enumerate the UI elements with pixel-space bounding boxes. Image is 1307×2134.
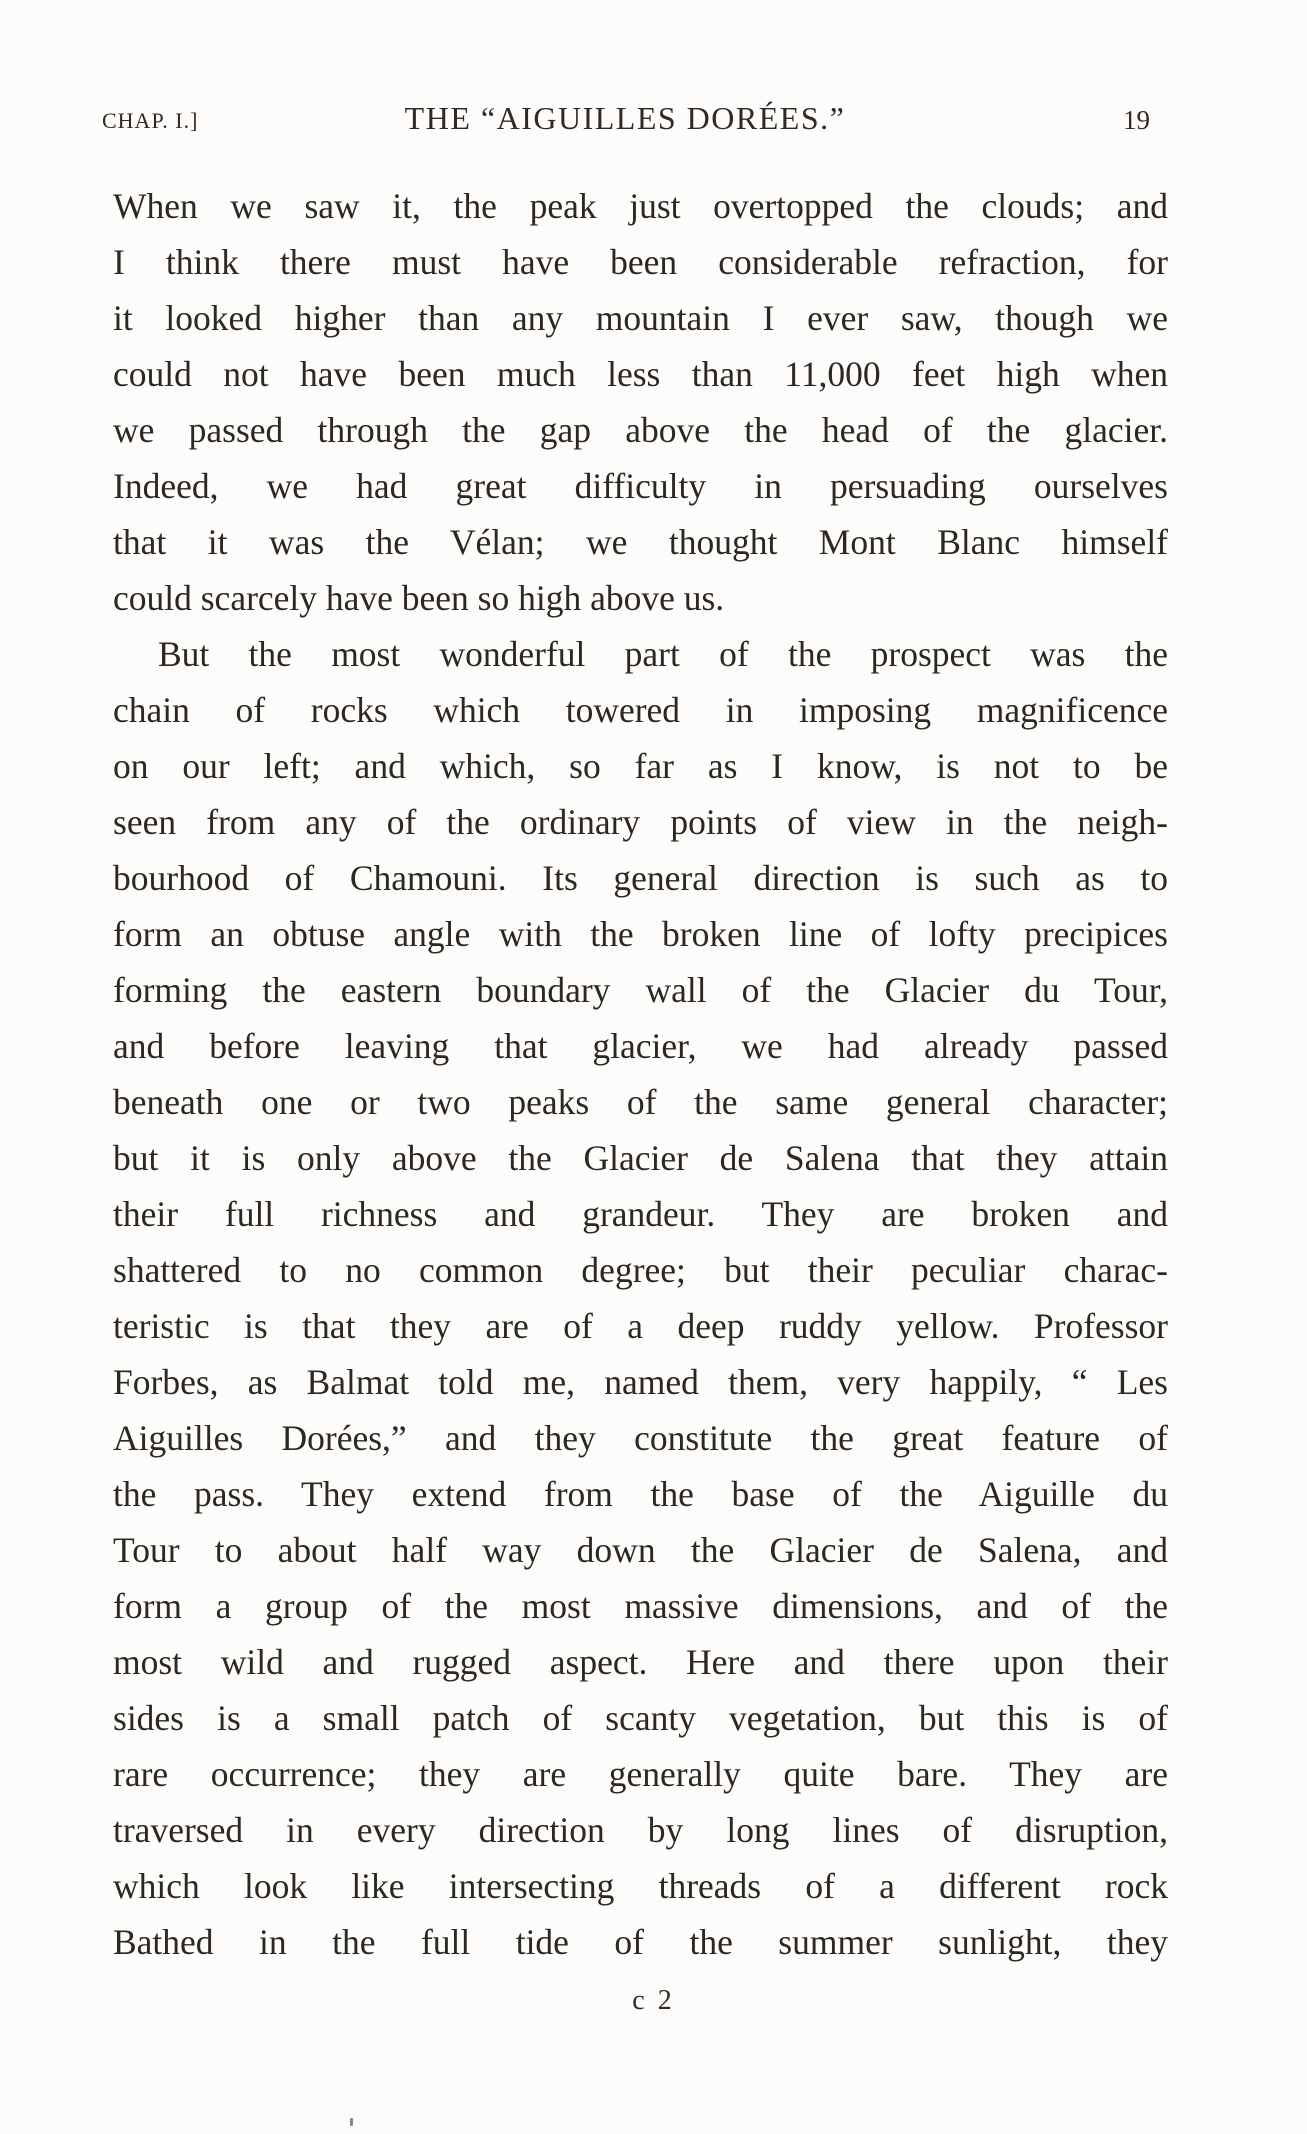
text-line: sides is a small patch of scanty vegetation, but this is of [113, 1698, 1168, 1738]
paragraph-2 [113, 626, 1168, 1970]
text-line: could scarcely have been so high above us. [113, 578, 725, 618]
paragraph-1 [113, 178, 1168, 626]
text-line: but it is only above the Glacier de Salena that they attain [113, 1138, 1168, 1178]
text-line: teristic is that they are of a deep ruddy yellow. Professor [113, 1306, 1168, 1346]
text-line: and before leaving that glacier, we had already passed [113, 1026, 1168, 1066]
text-line: beneath one or two peaks of the same general character; [113, 1082, 1168, 1122]
text-line: But the most wonderful part of the prospect was the [158, 634, 1168, 674]
text-line: we passed through the gap above the head of the glacier. [113, 410, 1168, 450]
text-line: could not have been much less than 11,000 feet high when [113, 354, 1168, 394]
chapter-label: CHAP. I.] [102, 108, 199, 133]
text-line: Aiguilles Dorées,” and they constitute the great feature of [113, 1418, 1168, 1458]
text-line: shattered to no common degree; but their peculiar charac- [113, 1250, 1168, 1290]
page-number: 19 [1123, 105, 1150, 135]
text-line: that it was the Vélan; we thought Mont Blanc himself [113, 522, 1168, 562]
running-title: THE “AIGUILLES DORÉES.” [404, 100, 846, 136]
running-head [100, 100, 1150, 140]
text-line: on our left; and which, so far as I know, is not to be [113, 746, 1168, 786]
text-line: chain of rocks which towered in imposing magnificence [113, 690, 1168, 730]
text-line: most wild and rugged aspect. Here and there upon their [113, 1642, 1168, 1682]
print-speck [350, 2118, 353, 2126]
text-line: forming the eastern boundary wall of the Glacier du Tour, [113, 970, 1168, 1010]
text-line: I think there must have been considerable refraction, for [113, 242, 1168, 282]
text-line: it looked higher than any mountain I ever saw, though we [113, 298, 1168, 338]
text-line: the pass. They extend from the base of the Aiguille du [113, 1474, 1168, 1514]
text-line: form a group of the most massive dimensions, and of the [113, 1586, 1168, 1626]
text-line: Tour to about half way down the Glacier de Salena, and [113, 1530, 1168, 1570]
text-line: Bathed in the full tide of the summer sunlight, they [113, 1922, 1168, 1962]
text-line: their full richness and grandeur. They are broken and [113, 1194, 1168, 1234]
body-text [113, 178, 1168, 1970]
signature-mark: c 2 [632, 1985, 675, 2016]
text-line: rare occurrence; they are generally quite bare. They are [113, 1754, 1168, 1794]
text-line: Indeed, we had great difficulty in persuading ourselves [113, 466, 1168, 506]
text-line: When we saw it, the peak just overtopped the clouds; and [113, 186, 1168, 226]
text-line: seen from any of the ordinary points of view in the neigh- [113, 802, 1168, 842]
text-line: bourhood of Chamouni. Its general direction is such as to [113, 858, 1168, 898]
text-line: traversed in every direction by long lines of disruption, [113, 1810, 1168, 1850]
text-line: Forbes, as Balmat told me, named them, very happily, “ Les [113, 1362, 1168, 1402]
text-line: which look like intersecting threads of a different rock [113, 1866, 1168, 1906]
text-line: form an obtuse angle with the broken line of lofty precipices [113, 914, 1168, 954]
